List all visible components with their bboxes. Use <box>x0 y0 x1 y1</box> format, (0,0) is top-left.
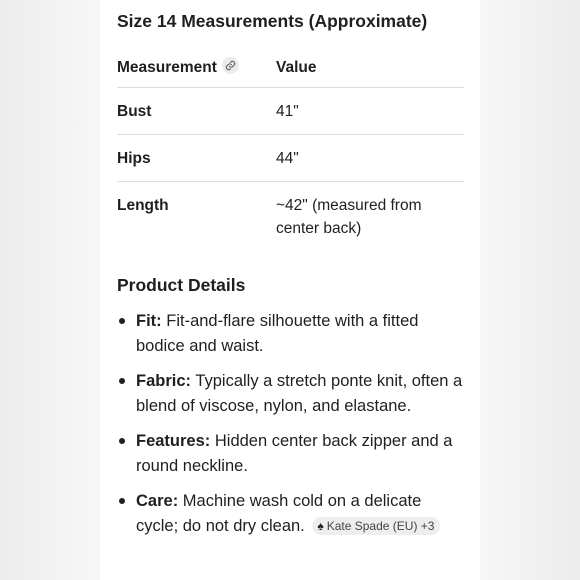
bullet-icon <box>119 438 125 444</box>
row-value: 41" <box>276 103 299 120</box>
row-measurement: Hips <box>117 150 151 167</box>
header-measurement <box>117 56 239 79</box>
measurements-heading: Size 14 Measurements (Approximate) <box>117 11 428 31</box>
table-header-row <box>117 50 464 88</box>
bullet-icon <box>119 378 125 384</box>
table-row <box>117 135 464 182</box>
spade-icon: ♠ <box>317 519 324 533</box>
table-row <box>117 182 464 242</box>
item-text: Hidden center back zipper and a round neckline. <box>136 432 453 475</box>
item-text: Fit-and-flare silhouette with a fitted bodice and waist. <box>136 312 419 355</box>
item-label: Fabric: <box>136 372 192 390</box>
product-details-list <box>117 309 467 549</box>
source-extra: +3 <box>420 519 435 533</box>
list-item <box>117 429 467 479</box>
bullet-icon <box>119 498 125 504</box>
product-details-heading: Product Details <box>117 275 246 295</box>
list-item <box>117 309 467 359</box>
link-icon[interactable] <box>222 57 239 74</box>
row-value: 44" <box>276 150 299 167</box>
row-measurement: Length <box>117 197 169 214</box>
measurements-table <box>117 50 464 242</box>
response-card <box>100 0 480 580</box>
source-name: Kate Spade (EU) <box>326 519 418 533</box>
row-value: ~42" (measured from center back) <box>276 197 422 237</box>
item-label: Fit: <box>136 312 162 330</box>
item-text: Machine wash cold on a delicate cycle; do not dry clean. <box>136 492 422 535</box>
list-item <box>117 369 467 419</box>
item-label: Features: <box>136 432 211 450</box>
header-measurement-label: Measurement <box>117 59 217 76</box>
table-row <box>117 88 464 135</box>
header-value: Value <box>276 59 317 76</box>
source-chip[interactable] <box>312 517 440 535</box>
item-text: Typically a stretch ponte knit, often a blend of viscose, nylon, and elastane. <box>136 372 463 415</box>
item-label: Care: <box>136 492 179 510</box>
list-item <box>117 489 467 539</box>
row-measurement: Bust <box>117 103 152 120</box>
bullet-icon <box>119 318 125 324</box>
